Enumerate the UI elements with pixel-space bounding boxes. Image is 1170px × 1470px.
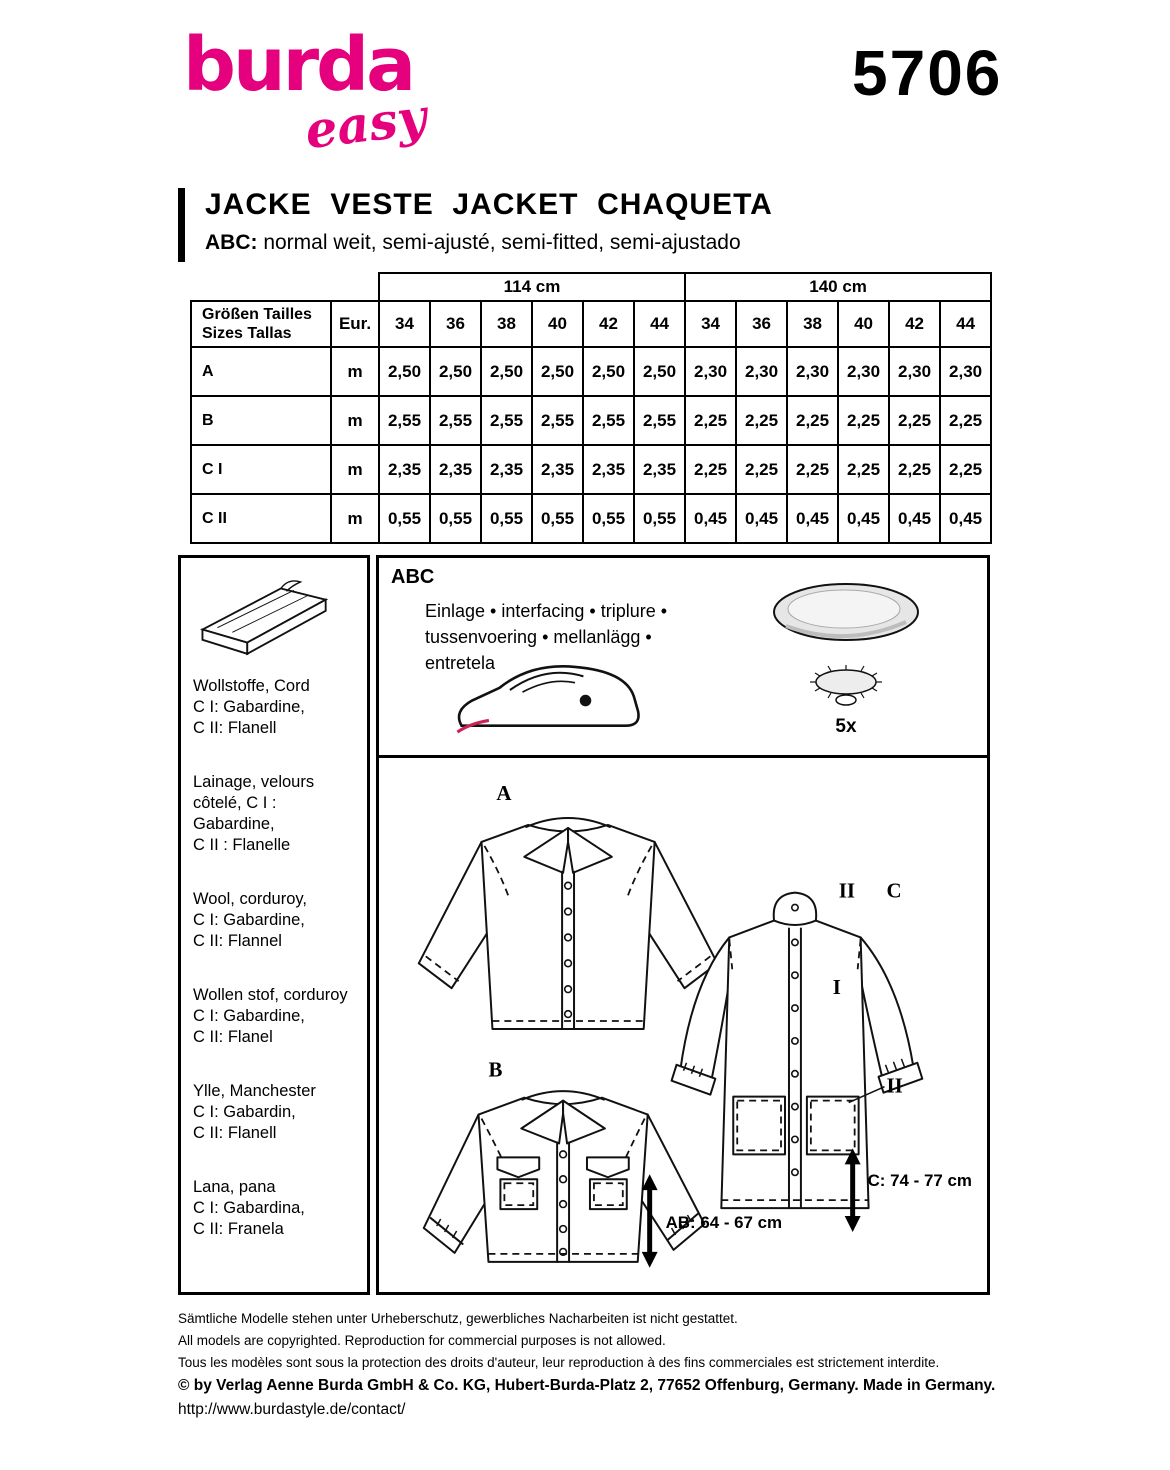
value-cell: 2,25 xyxy=(838,445,889,494)
unit-cell: m xyxy=(331,445,379,494)
size-cell: 34 xyxy=(685,301,736,347)
size-cell: 36 xyxy=(736,301,787,347)
value-cell: 2,35 xyxy=(532,445,583,494)
size-cell: 40 xyxy=(532,301,583,347)
view-label-cell: A xyxy=(191,347,331,396)
fabric-line: C I: Gabardine, xyxy=(193,911,305,929)
fabric-line: C I: Gabardina, xyxy=(193,1199,305,1217)
length-c-text: C: 74 - 77 cm xyxy=(867,1171,972,1191)
value-cell: 2,30 xyxy=(685,347,736,396)
covered-button-icon xyxy=(751,570,941,715)
value-cell: 2,25 xyxy=(736,445,787,494)
fabric-group-nl xyxy=(193,985,357,1048)
view-c-label: C xyxy=(886,878,902,903)
table-row-view-c1 xyxy=(191,445,991,494)
fabric-group-de xyxy=(193,676,357,739)
table-row-view-c2 xyxy=(191,494,991,543)
value-cell: 2,25 xyxy=(940,445,991,494)
view-a-label: A xyxy=(496,781,512,806)
fabric-line: C II: Flanell xyxy=(193,719,277,737)
value-cell: 0,45 xyxy=(838,494,889,543)
value-cell: 0,55 xyxy=(430,494,481,543)
value-cell: 2,35 xyxy=(481,445,532,494)
fit-description xyxy=(205,231,741,255)
value-cell: 2,55 xyxy=(481,396,532,445)
value-cell: 2,25 xyxy=(736,396,787,445)
width-114-header: 114 cm xyxy=(379,273,685,301)
button-quantity: 5x xyxy=(835,716,857,737)
pattern-number: 5706 xyxy=(852,37,1003,109)
fit-text: normal weit, semi-ajusté, semi-fitted, semi-ajustado xyxy=(263,231,741,254)
value-cell: 0,55 xyxy=(583,494,634,543)
fabric-group-fr xyxy=(193,772,357,856)
unit-cell: m xyxy=(331,347,379,396)
fabric-group-sv xyxy=(193,1081,357,1144)
value-cell: 0,55 xyxy=(532,494,583,543)
value-cell: 2,55 xyxy=(379,396,430,445)
fabric-line: Lainage, velours xyxy=(193,773,315,791)
fit-views-label: ABC: xyxy=(205,231,264,254)
fabric-line: C II : Flanelle xyxy=(193,836,291,854)
value-cell: 2,35 xyxy=(430,445,481,494)
size-cell: 38 xyxy=(787,301,838,347)
value-cell: 0,45 xyxy=(940,494,991,543)
value-cell: 2,50 xyxy=(583,347,634,396)
brand-sub-wordmark: easy xyxy=(301,86,430,161)
jacket-c-drawing xyxy=(672,879,923,1208)
copyright-notice-en: All models are copyrighted. Reproduction for commercial purposes is not allowed. xyxy=(178,1333,666,1348)
value-cell: 2,50 xyxy=(532,347,583,396)
value-cell: 0,45 xyxy=(889,494,940,543)
fabric-line: C II: Flanel xyxy=(193,1028,273,1046)
sizes-header-line2: Sizes Tallas xyxy=(202,325,292,342)
fabric-line: côtelé, C I : Gabardine, xyxy=(193,794,277,833)
notions-views-label: ABC xyxy=(391,566,435,588)
table-row-widths xyxy=(191,273,991,301)
fabric-line: Wollen stof, corduroy xyxy=(193,986,348,1004)
value-cell: 0,55 xyxy=(634,494,685,543)
fabric-line: Wool, corduroy, xyxy=(193,890,308,908)
value-cell: 2,30 xyxy=(787,347,838,396)
fabric-line: C I: Gabardin, xyxy=(193,1103,296,1121)
jacket-b-drawing xyxy=(424,1058,705,1262)
page-title: JACKE VESTE JACKET CHAQUETA xyxy=(205,188,773,221)
view-b-label: B xyxy=(488,1057,503,1082)
value-cell: 2,30 xyxy=(889,347,940,396)
unit-cell: m xyxy=(331,396,379,445)
table-row-view-a xyxy=(191,347,991,396)
size-cell: 44 xyxy=(940,301,991,347)
size-cell: 42 xyxy=(583,301,634,347)
table-row-view-b xyxy=(191,396,991,445)
value-cell: 2,50 xyxy=(634,347,685,396)
value-cell: 2,25 xyxy=(685,396,736,445)
size-cell: 40 xyxy=(838,301,889,347)
empty-corner-cell xyxy=(191,273,379,301)
fabric-line: C I: Gabardine, xyxy=(193,698,305,716)
fabric-line: Wollstoffe, Cord xyxy=(193,677,310,695)
value-cell: 0,45 xyxy=(736,494,787,543)
fabric-bolt-icon xyxy=(195,570,335,662)
piece-ii-pocket-label: II xyxy=(886,1073,903,1098)
size-cell: 44 xyxy=(634,301,685,347)
iron-icon xyxy=(449,650,659,750)
fabric-panel xyxy=(178,555,370,1295)
value-cell: 2,25 xyxy=(889,445,940,494)
burda-easy-logo xyxy=(183,22,503,178)
value-cell: 0,55 xyxy=(379,494,430,543)
value-cell: 2,30 xyxy=(940,347,991,396)
table-row-sizes xyxy=(191,301,991,347)
value-cell: 2,25 xyxy=(838,396,889,445)
notions-panel xyxy=(376,555,990,755)
eur-header-cell: Eur. xyxy=(331,301,379,347)
value-cell: 2,50 xyxy=(379,347,430,396)
fabric-line: Lana, pana xyxy=(193,1178,276,1196)
value-cell: 2,50 xyxy=(481,347,532,396)
fabric-line: C II: Franela xyxy=(193,1220,284,1238)
title-accent-bar xyxy=(178,188,185,262)
fabric-line: C II: Flannel xyxy=(193,932,282,950)
value-cell: 2,35 xyxy=(379,445,430,494)
value-cell: 2,35 xyxy=(634,445,685,494)
value-cell: 2,55 xyxy=(583,396,634,445)
value-cell: 2,25 xyxy=(889,396,940,445)
size-cell: 34 xyxy=(379,301,430,347)
copyright-notice-fr: Tous les modèles sont sous la protection des droits d'auteur, leur reproduction à des fins commerciales est strictement interdite. xyxy=(178,1355,940,1370)
yardage-table xyxy=(190,272,992,544)
fabric-group-es xyxy=(193,1177,357,1240)
brand-wordmark: burda xyxy=(183,22,414,108)
value-cell: 2,50 xyxy=(430,347,481,396)
fabric-line: C I: Gabardine, xyxy=(193,1007,305,1025)
value-cell: 2,55 xyxy=(634,396,685,445)
value-cell: 0,55 xyxy=(481,494,532,543)
value-cell: 2,25 xyxy=(787,396,838,445)
length-ab-text: AB: 64 - 67 cm xyxy=(665,1212,783,1232)
legal-footer xyxy=(178,1311,1008,1419)
sizes-header-line1: Größen Tailles xyxy=(202,306,312,323)
interfacing-line: Einlage • interfacing • triplure • xyxy=(425,601,668,621)
fabric-group-en xyxy=(193,889,357,952)
value-cell: 2,25 xyxy=(685,445,736,494)
fabric-line: C II: Flanell xyxy=(193,1124,277,1142)
contact-url: http://www.burdastyle.de/contact/ xyxy=(178,1401,406,1418)
garment-line-drawings xyxy=(379,758,987,1292)
unit-cell: m xyxy=(331,494,379,543)
value-cell: 2,25 xyxy=(940,396,991,445)
value-cell: 0,45 xyxy=(685,494,736,543)
value-cell: 2,30 xyxy=(736,347,787,396)
value-cell: 2,30 xyxy=(838,347,889,396)
jacket-a-drawing xyxy=(419,781,718,1029)
value-cell: 2,35 xyxy=(583,445,634,494)
view-label-cell: C II xyxy=(191,494,331,543)
piece-ii-collar-label: II xyxy=(838,878,855,903)
width-140-header: 140 cm xyxy=(685,273,991,301)
sizes-header-cell xyxy=(191,301,331,347)
value-cell: 2,55 xyxy=(532,396,583,445)
value-cell: 2,25 xyxy=(787,445,838,494)
interfacing-line: tussenvoering • mellanlägg • xyxy=(425,627,652,647)
size-cell: 36 xyxy=(430,301,481,347)
piece-i-label: I xyxy=(832,975,841,1000)
size-cell: 38 xyxy=(481,301,532,347)
value-cell: 0,45 xyxy=(787,494,838,543)
technical-drawings-panel xyxy=(376,755,990,1295)
interfacing-line: entretela xyxy=(425,653,496,673)
size-cell: 42 xyxy=(889,301,940,347)
view-label-cell: C I xyxy=(191,445,331,494)
fabric-line: Ylle, Manchester xyxy=(193,1082,316,1100)
value-cell: 2,55 xyxy=(430,396,481,445)
copyright-notice-de: Sämtliche Modelle stehen unter Urheberschutz, gewerbliches Nacharbeiten ist nicht gestattet. xyxy=(178,1311,738,1326)
publisher-copyright: © by Verlag Aenne Burda GmbH & Co. KG, Hubert-Burda-Platz 2, 77652 Offenburg, Germany. Made in Germany. xyxy=(178,1377,996,1394)
view-label-cell: B xyxy=(191,396,331,445)
